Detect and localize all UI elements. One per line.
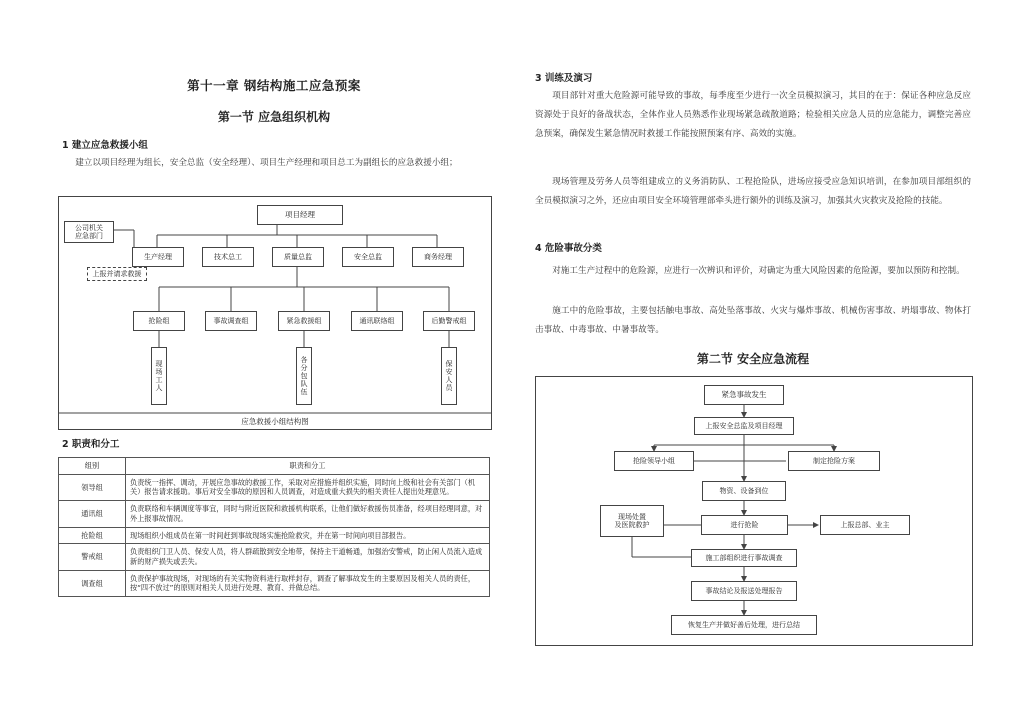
subheading-4: 4 危险事故分类 bbox=[535, 243, 602, 254]
table-cell-group: 抢险组 bbox=[59, 527, 126, 544]
table-row bbox=[59, 501, 490, 527]
flow-step-conclusion-report: 事故结论及报送处理报告 bbox=[691, 581, 797, 601]
table-cell-duty: 负责保护事故现场，对现场的有关实物资料进行取样封存，调查了解事故发生的主要原因及相关人员的责任，按“四不放过”的原则对相关人员进行处理、教育、并做总结。 bbox=[126, 570, 490, 596]
flow-step-onsite-treatment: 现场处置 及医院救护 bbox=[600, 505, 664, 537]
table-cell-group: 通讯组 bbox=[59, 501, 126, 527]
flow-step-resume-production: 恢复生产并做好善后处理，进行总结 bbox=[671, 615, 817, 635]
org-chart bbox=[58, 196, 492, 430]
org-node-safety-director: 安全总监 bbox=[342, 247, 394, 267]
org-node-security-staff: 保安人员 bbox=[441, 347, 457, 405]
org-node-quality-director: 质量总监 bbox=[272, 247, 324, 267]
subheading-3: 3 训练及演习 bbox=[535, 73, 593, 84]
section1-title: 第一节 应急组织机构 bbox=[217, 110, 331, 124]
table-cell-duty: 负责统一指挥、调动，开展应急事故的救援工作，采取对应措施并组织实施，同时向上级和社会有关部门（机关）报告请求援助。事后对安全事故的原因和人员调查，对造成重大损失的相关责任人提出处理意见。 bbox=[126, 474, 490, 500]
org-node-technical-chief: 技术总工 bbox=[202, 247, 254, 267]
table-row bbox=[59, 544, 490, 570]
org-node-communication-team: 通讯联络组 bbox=[351, 311, 403, 331]
org-node-production-manager: 生产经理 bbox=[132, 247, 184, 267]
table-cell-group: 警戒组 bbox=[59, 544, 126, 570]
table-cell-group: 调查组 bbox=[59, 570, 126, 596]
flow-chart bbox=[535, 376, 973, 646]
table-cell-group: 领导组 bbox=[59, 474, 126, 500]
org-node-project-manager: 项目经理 bbox=[257, 205, 343, 225]
flow-step-report-hq-owner: 上报总部、业主 bbox=[820, 515, 910, 535]
table-row bbox=[59, 527, 490, 544]
flow-step-report-safety-director: 上报安全总监及项目经理 bbox=[694, 417, 794, 435]
flow-step-execute-rescue: 进行抢险 bbox=[701, 515, 788, 535]
paragraph-3b: 现场管理及劳务人员等组建成立的义务消防队、工程抢险队，进场应接受应急知识培训，在参加项目部组织的全员模拟演习之外，还应由项目安全环境管理部牵头进行额外的训练及演习，加强其火灾救灾及抢险的技能。 bbox=[535, 177, 971, 206]
org-node-rescue-team: 抢险组 bbox=[133, 311, 185, 331]
table-header-row bbox=[59, 458, 490, 475]
subheading-1: 1 建立应急救援小组 bbox=[62, 140, 148, 151]
subheading-2: 2 职责和分工 bbox=[62, 439, 120, 450]
chapter-title: 第十一章 钢结构施工应急预案 bbox=[187, 78, 361, 93]
paragraph-1: 建立以项目经理为组长，安全总监（安全经理）、项目生产经理和项目总工为副组长的应急救援小组； bbox=[75, 158, 458, 168]
table-header-group: 组别 bbox=[59, 458, 126, 475]
flow-step-materials-ready: 物资、设备到位 bbox=[702, 481, 786, 501]
flow-step-make-rescue-plan: 制定抢险方案 bbox=[788, 451, 880, 471]
org-node-commerce-manager: 商务经理 bbox=[412, 247, 464, 267]
paragraph-3a: 项目部针对重大危险源可能导致的事故，每季度至少进行一次全员模拟演习，其目的在于：保证各种应急反应资源处于良好的备战状态，全体作业人员熟悉作业现场紧急疏散道路；检验相关应急人员的应急能力，调整完善应急预案，确保发生紧急情况时救援工作能按照预案有序、高效的实施。 bbox=[535, 91, 971, 139]
flow-step-accident-investigation: 施工部组织进行事故调查 bbox=[691, 549, 797, 567]
table-cell-duty: 负责联络和车辆调度等事宜，同时与附近医院和救援机构联系，让他们做好救援伤员准备，经项目经理同意，对外上报事故情况。 bbox=[126, 501, 490, 527]
paragraph-4b: 施工中的危险事故，主要包括触电事故、高处坠落事故、火灾与爆炸事故、机械伤害事故、坍塌事故、物体打击事故、中毒事故、中暑事故等。 bbox=[535, 306, 971, 335]
org-node-company-emergency-dept: 公司机关 应急部门 bbox=[64, 221, 114, 243]
table-row bbox=[59, 474, 490, 500]
duty-table bbox=[58, 457, 490, 597]
paragraph-4a: 对施工生产过程中的危险源，应进行一次辨识和评价，对确定为重大风险因素的危险源，要加以预防和控制。 bbox=[552, 266, 965, 276]
table-cell-duty: 负责组织门卫人员、保安人员，将人群疏散到安全地带，保持主干道畅通，加强治安警戒，防止闲人员流入造成新的财产损失或丢失。 bbox=[126, 544, 490, 570]
org-chart-caption: 应急救援小组结构图 bbox=[241, 417, 309, 426]
org-report-label: 上报并请求救援 bbox=[87, 267, 147, 281]
flow-step-rescue-leadership: 抢险领导小组 bbox=[614, 451, 694, 471]
flow-step-emergency-occurs: 紧急事故发生 bbox=[704, 385, 784, 405]
org-node-logistics-guard-team: 后勤警戒组 bbox=[423, 311, 475, 331]
org-node-emergency-rescue-team: 紧急救援组 bbox=[278, 311, 330, 331]
org-node-investigation-team: 事故调查组 bbox=[205, 311, 257, 331]
section2-title: 第二节 安全应急流程 bbox=[696, 352, 810, 366]
org-node-site-workers: 现场工人 bbox=[151, 347, 167, 405]
org-node-subcontractors: 各分包队伍 bbox=[296, 347, 312, 405]
table-header-duty: 职责和分工 bbox=[126, 458, 490, 475]
table-row bbox=[59, 570, 490, 596]
table-cell-duty: 现场组织小组成员在第一时间赶到事故现场实施抢险救灾，并在第一时间向项目部报告。 bbox=[126, 527, 490, 544]
